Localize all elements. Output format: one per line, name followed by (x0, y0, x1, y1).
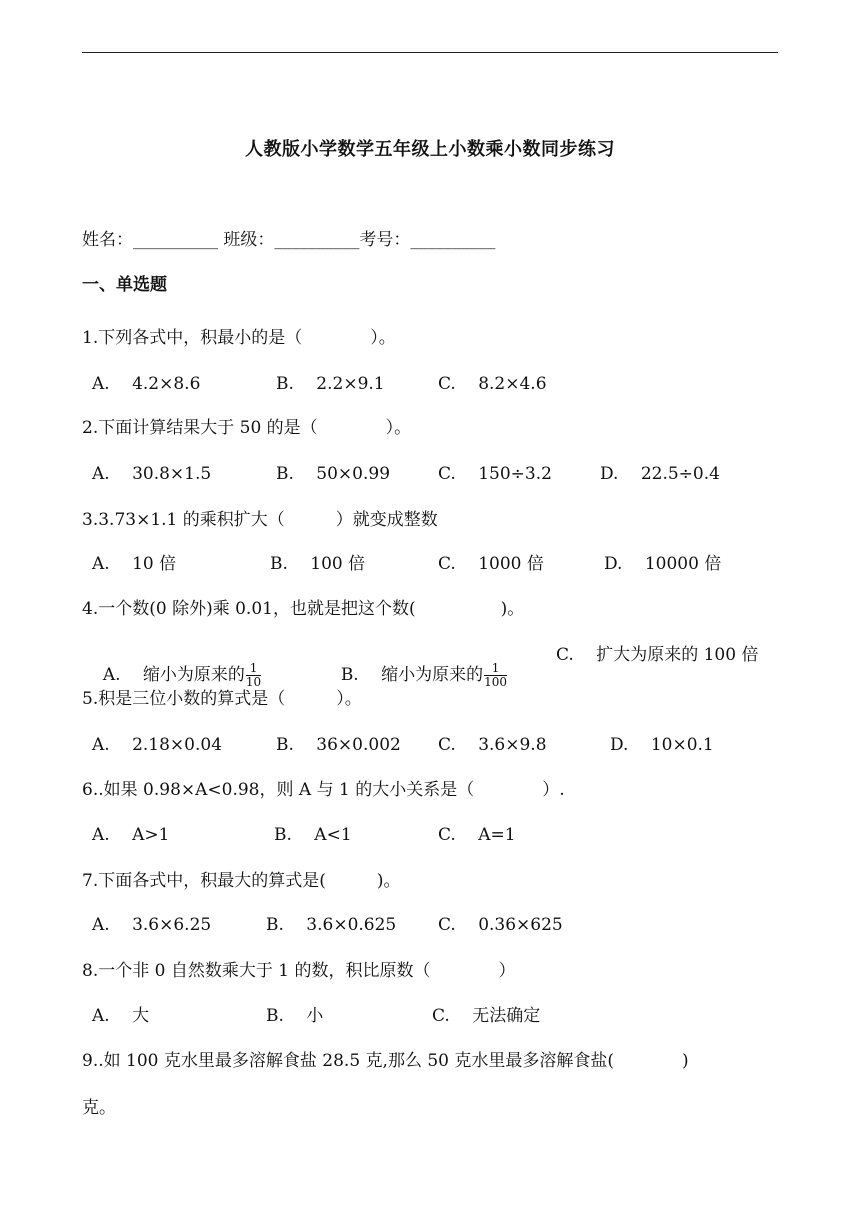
option-3b: B. 100 倍 (270, 554, 366, 574)
question-1: 1.下列各式中，积最小的是（ ）。 (82, 328, 396, 348)
option-4b-label: B. 缩小为原来的 (340, 665, 484, 685)
option-3c: C. 1000 倍 (438, 554, 544, 574)
fraction-1-100 (484, 662, 507, 689)
option-6c: C. A=1 (438, 825, 516, 845)
option-6b: B. A<1 (274, 825, 352, 845)
option-8c: C. 无法确定 (432, 1006, 541, 1026)
fraction-denominator: 10 (245, 675, 262, 689)
question-9: 9..如 100 克水里最多溶解食盐 28.5 克,那么 50 克水里最多溶解食盐( ) (82, 1051, 689, 1071)
option-7a: A. 3.6×6.25 (92, 915, 212, 935)
question-5: 5.积是三位小数的算式是（ ）。 (82, 689, 362, 709)
option-5c: C. 3.6×9.8 (438, 735, 547, 755)
option-2c: C. 150÷3.2 (438, 464, 552, 484)
fraction-denominator: 100 (484, 675, 508, 689)
option-2d: D. 22.5÷0.4 (600, 464, 720, 484)
fraction-numerator: 1 (491, 661, 500, 675)
header-rule (82, 52, 778, 53)
option-5b: B. 36×0.002 (276, 735, 401, 755)
option-3a: A. 10 倍 (92, 554, 177, 574)
option-7b: B. 3.6×0.625 (266, 915, 397, 935)
option-8a: A. 大 (92, 1006, 150, 1026)
student-info-line: 姓名：__________ 班级：__________考号：__________ (82, 230, 496, 250)
option-5a: A. 2.18×0.04 (92, 735, 223, 755)
option-4a (92, 640, 261, 689)
option-3d: D. 10000 倍 (604, 554, 722, 574)
question-9-continuation: 克。 (82, 1098, 116, 1118)
option-6a: A. A>1 (92, 825, 170, 845)
option-2b: B. 50×0.99 (276, 464, 391, 484)
option-4b (330, 640, 507, 689)
option-4c: C. 扩大为原来的 100 倍 (556, 645, 759, 665)
option-1b: B. 2.2×9.1 (276, 374, 385, 394)
section-heading: 一、单选题 (82, 275, 167, 295)
question-7: 7.下面各式中，积最大的算式是( )。 (82, 871, 401, 891)
option-2a: A. 30.8×1.5 (92, 464, 212, 484)
option-1c: C. 8.2×4.6 (438, 374, 547, 394)
fraction-numerator: 1 (249, 661, 258, 675)
page-title: 人教版小学数学五年级上小数乘小数同步练习 (245, 139, 615, 160)
option-5d: D. 10×0.1 (610, 735, 714, 755)
question-6: 6..如果 0.98×A<0.98，则 A 与 1 的大小关系是（ ）. (82, 780, 565, 800)
option-7c: C. 0.36×625 (438, 915, 563, 935)
option-1a: A. 4.2×8.6 (92, 374, 201, 394)
question-4: 4.一个数(0 除外)乘 0.01，也就是把这个数( )。 (82, 599, 525, 619)
question-2: 2.下面计算结果大于 50 的是（ ）。 (82, 418, 412, 438)
question-3: 3.3.73×1.1 的乘积扩大（ ）就变成整数 (82, 510, 438, 530)
option-8b: B. 小 (266, 1006, 324, 1026)
question-8: 8.一个非 0 自然数乘大于 1 的数，积比原数（ ） (82, 961, 516, 981)
option-4a-label: A. 缩小为原来的 (102, 665, 245, 685)
